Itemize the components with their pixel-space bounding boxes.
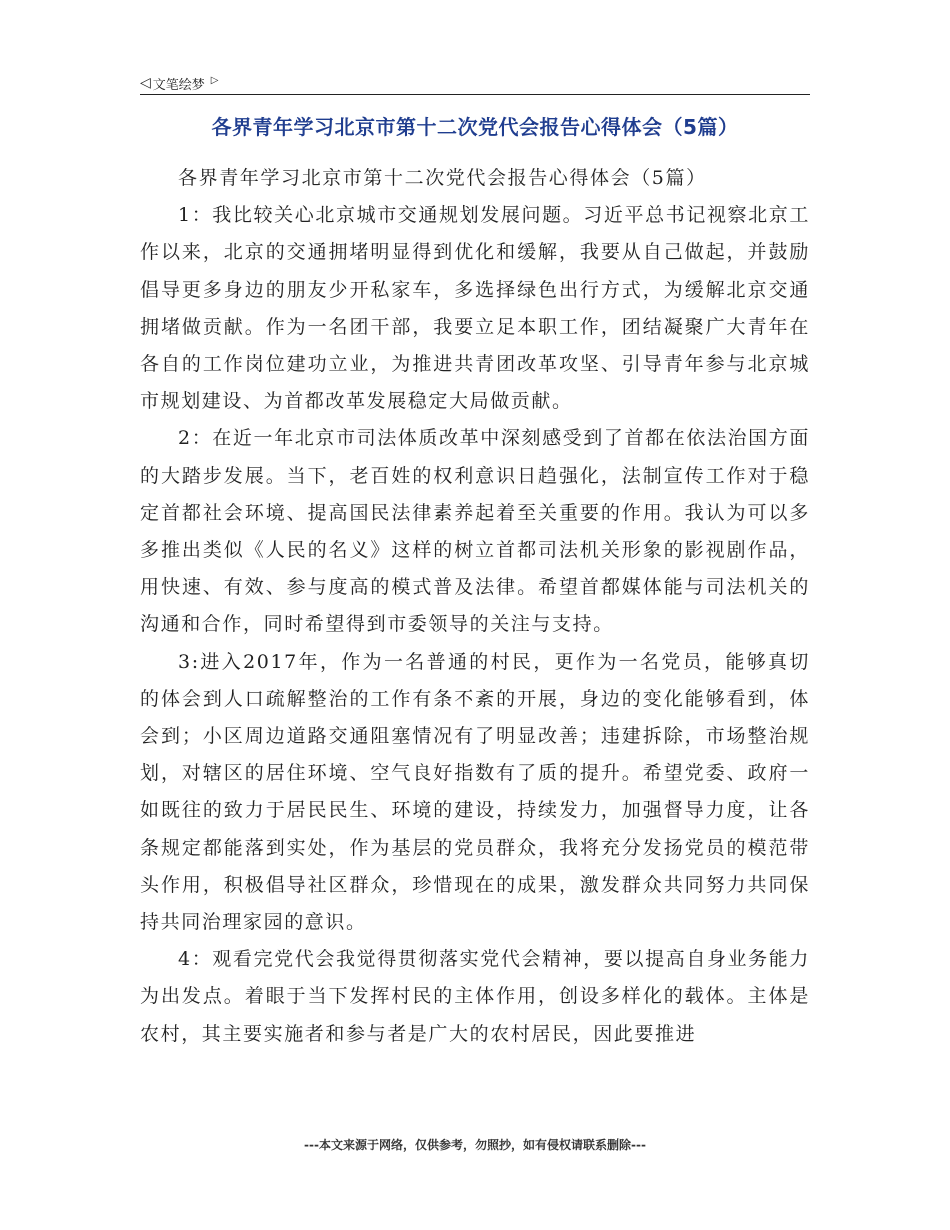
paragraph-3: 3:进入2017年，作为一名普通的村民，更作为一名党员，能够真切的体会到人口疏解整治的工作有条不紊的开展，身边的变化能够看到，体会到；小区周边道路交通阻塞情况有了明显改善；违建拆除，市场整治规划，对辖区的居住环境、空气良好指数有了质的提升。希望党委、政府一如既往的致力于居民民生、环境的建设，持续发力，加强督导力度，让各条规定都能落到实处，作为基层的党员群众，我将充分发扬党员的模范带头作用，积极倡导社区群众，珍惜现在的成果，激发群众共同努力共同保持共同治理家园的意识。 [140, 650, 810, 934]
triangle-right-icon: ▷ [210, 74, 219, 86]
triangle-left-icon: ◁ [140, 75, 151, 91]
paragraph-1: 1：我比较关心北京城市交通规划发展问题。习近平总书记视察北京工作以来，北京的交通拥堵明显得到优化和缓解，我要从自己做起，并鼓励倡导更多身边的朋友少开私家车，多选择绿色出行方式，为缓解北京交通拥堵做贡献。作为一名团干部，我要立足本职工作，团结凝聚广大青年在各自的工作岗位建功立业，为推进共青团改革攻坚、引导青年参与北京城市规划建设、为首都改革发展稳定大局做贡献。 [140, 204, 810, 413]
document-title: 各界青年学习北京市第十二次党代会报告心得体会（5篇） [211, 115, 739, 139]
document-header [140, 72, 810, 95]
document-footer: ---本文来源于网络，仅供参考，勿照抄，如有侵权请联系删除--- [304, 1138, 646, 1152]
paragraph-4: 4：观看完党代会我觉得贯彻落实党代会精神，要以提高自身业务能力为出发点。着眼于当下发挥村民的主体作用，创设多样化的载体。主体是农村，其主要实施者和参与者是广大的农村居民，因此要推进 [140, 948, 810, 1045]
header-brand: 文笔绘梦 [152, 77, 205, 93]
paragraph-subtitle: 各界青年学习北京市第十二次党代会报告心得体会（5篇） [178, 167, 707, 189]
paragraph-2: 2：在近一年北京市司法体质改革中深刻感受到了首都在依法治国方面的大踏步发展。当下，老百姓的权利意识日趋强化，法制宣传工作对于稳定首都社会环境、提高国民法律素养起着至关重要的作用。我认为可以多多推出类似《人民的名义》这样的树立首都司法机关形象的影视剧作品，用快速、有效、参与度高的模式普及法律。希望首都媒体能与司法机关的沟通和合作，同时希望得到市委领导的关注与支持。 [140, 427, 810, 636]
document-body [140, 160, 810, 1053]
